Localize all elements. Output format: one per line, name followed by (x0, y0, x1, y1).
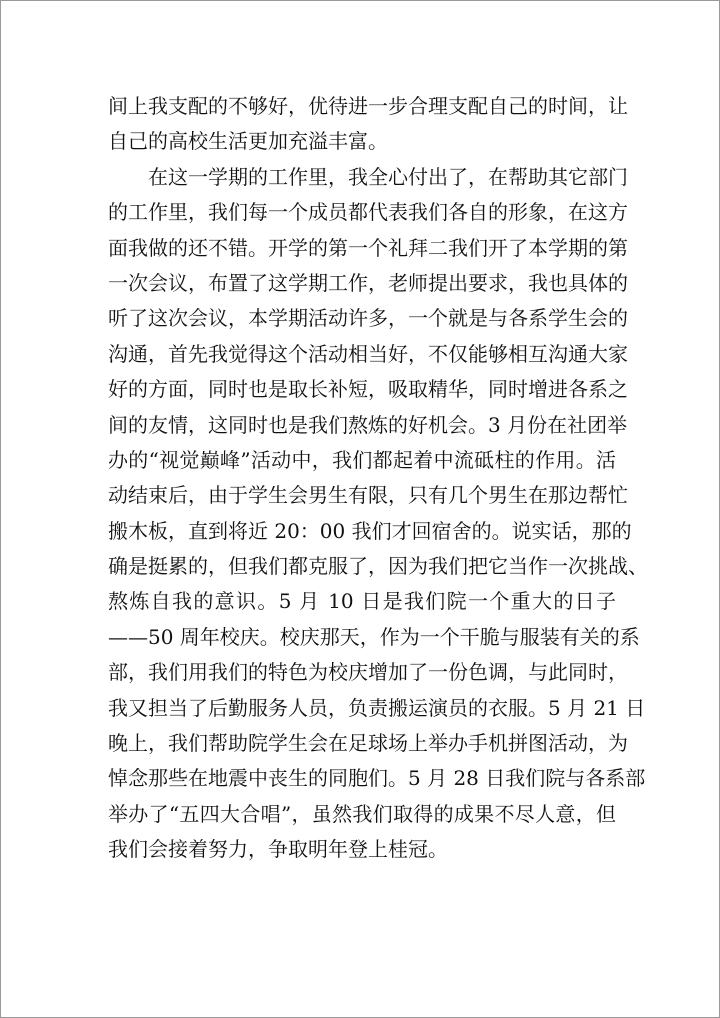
document-body (108, 89, 648, 868)
text-line: 搬木板，直到将近 20：00 我们才回宿舍的。说实话，那的 (108, 518, 632, 543)
text-line: 确是挺累的，但我们都克服了，因为我们把它当作一次挑战、 (108, 554, 648, 579)
text-line: 一次会议，布置了这学期工作，老师提出要求，我也具体的 (108, 270, 628, 295)
text-line: 的工作里，我们每一个成员都代表我们各自的形象，在这方 (108, 200, 628, 225)
text-line: 自己的高校生活更加充溢丰富。 (108, 129, 388, 154)
text-line: 晚上，我们帮助院学生会在足球场上举办手机拼图活动，为 (108, 731, 628, 756)
text-line: 听了这次会议，本学期活动许多，一个就是与各系学生会的 (108, 306, 628, 331)
text-line: 在这一学期的工作里，我全心付出了，在帮助其它部门 (148, 164, 628, 189)
text-line: 悼念那些在地震中丧生的同胞们。5 月 28 日我们院与各系部 (108, 766, 646, 791)
paragraph (108, 89, 628, 160)
text-line: 动结束后，由于学生会男生有限，只有几个男生在那边帮忙 (108, 483, 628, 508)
text-line: 间上我支配的不够好，优待进一步合理支配自己的时间，让 (108, 94, 628, 118)
text-line: 我又担当了后勤服务人员，负责搬运演员的衣服。5 月 21 日 (108, 695, 646, 720)
text-line: 我们会接着努力，争取明年登上桂冠。 (108, 837, 448, 862)
text-line: 面我做的还不错。开学的第一个礼拜二我们开了本学期的第 (108, 235, 628, 260)
text-line: 沟通，首先我觉得这个活动相当好，不仅能够相互沟通大家 (108, 341, 628, 366)
paragraph (108, 160, 648, 868)
text-line: 间的友情，这同时也是我们熬炼的好机会。3 月份在社团举 (108, 412, 628, 437)
text-line: ——50 周年校庆。校庆那天，作为一个干脆与服装有关的系 (108, 624, 640, 649)
text-line: 部，我们用我们的特色为校庆增加了一份色调，与此同时， (108, 660, 628, 685)
text-line: 熬炼自我的意识。5 月 10 日是我们院一个重大的日子 (108, 589, 616, 614)
text-line: 举办了“五四大合唱”，虽然我们取得的成果不尽人意，但 (108, 801, 616, 826)
text-line: 办的“视觉巅峰”活动中，我们都起着中流砥柱的作用。活 (108, 447, 616, 472)
text-line: 好的方面，同时也是取长补短，吸取精华，同时增进各系之 (108, 377, 628, 402)
